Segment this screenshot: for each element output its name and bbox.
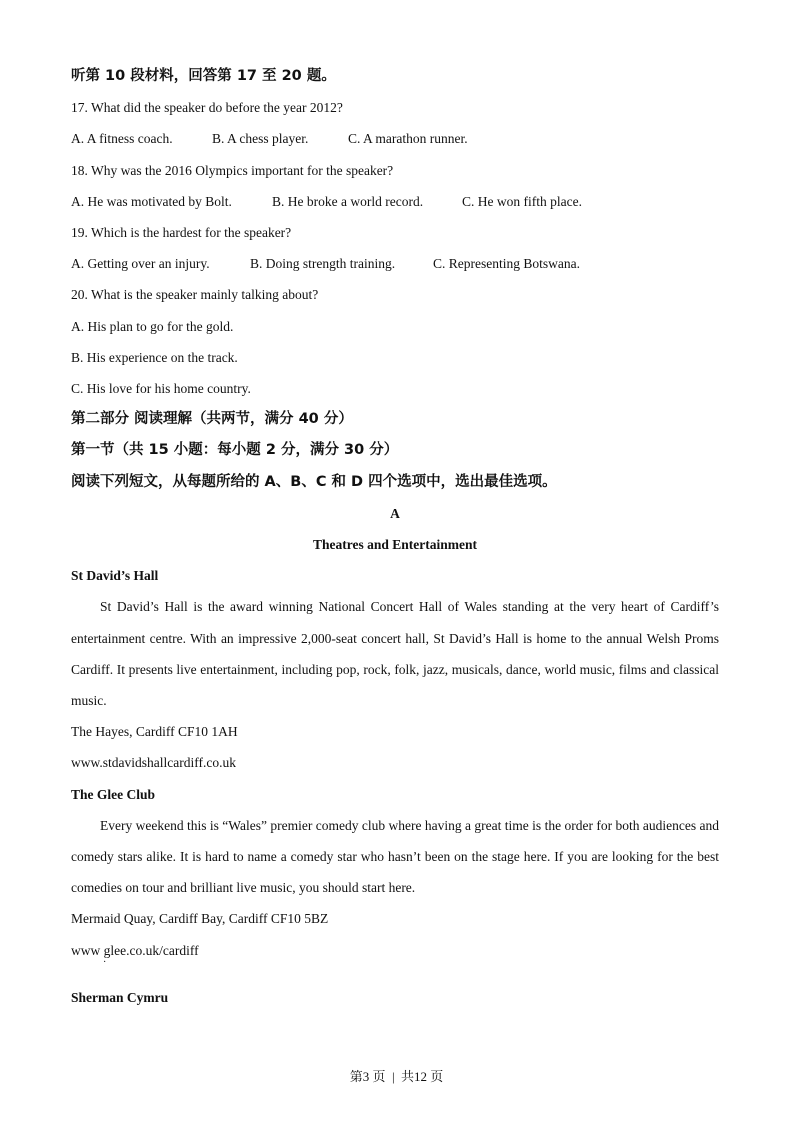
instructions: 阅读下列短文，从每题所给的 A、B、C 和 D 四个选项中，选出最佳选项。 [71,473,557,490]
venue-address: Mermaid Quay, Cardiff Bay, Cardiff CF10 5BZ [71,911,329,927]
section1-title: 第一节（共 15 小题：每小题 2 分，满分 30 分） [71,442,399,459]
question-17: 17. What did the speaker do before the year 2012? [71,100,343,116]
section-header: 听第 10 段材料，回答第 17 至 20 题。 [71,68,336,84]
part2-title: 第二部分 阅读理解（共两节，满分 40 分） [71,411,353,428]
option-a: A. His plan to go for the gold. [71,318,234,334]
venue-name: The Glee Club [71,786,156,802]
document-page [71,61,719,1013]
venue-name: St David’s Hall [71,568,159,584]
option-c: C. Representing Botswana. [433,256,580,272]
question-18: 18. Why was the 2016 Olympics important for the speaker? [71,162,394,178]
page-footer: 第3 页 | 共12 页 [349,1069,444,1084]
venue-website: www.stdavidshallcardiff.co.uk [71,755,236,771]
question-18-options [71,186,719,217]
option-c: C. His love for his home country. [71,381,251,397]
option-a: A. Getting over an injury. [71,256,210,272]
option-c: C. He won fifth place. [462,193,582,209]
option-a: A. A fitness coach. [71,131,173,147]
option-b: B. Doing strength training. [250,256,396,272]
option-b: B. A chess player. [212,131,309,147]
venue-description: St David’s Hall is the award winning National Concert Hall of Wales standing at the very heart of Cardiff’s entertainment centre. With an impressive 2,000-seat concert hall, St David’s Hall is home to the annual Welsh Proms Cardiff. It presents live entertainment, including pop, rock, folk, jazz, musicals, dance, world music, films and classical music. [71,599,719,709]
venue-address: The Hayes, Cardiff CF10 1AH [71,724,238,740]
passage-letter: A [390,505,400,521]
venue-description: Every weekend this is “Wales” premier comedy club where having a great time is the order for both audiences and comedy stars alike. It is hard to name a comedy star who hasn’t been on the stage here. If you are looking for the best comedies on tour and brilliant live music, you should start here. [71,817,719,896]
option-c: C. A marathon runner. [348,131,468,147]
option-b: B. His experience on the track. [71,349,238,365]
question-20: 20. What is the speaker mainly talking about? [71,287,319,303]
option-b: B. He broke a world record. [272,193,424,209]
venue-name: Sherman Cymru [71,989,169,1005]
question-19: 19. Which is the hardest for the speaker? [71,225,292,241]
question-17-options [71,123,719,154]
option-a: A. He was motivated by Bolt. [71,193,232,209]
venue-website: www glee.co.uk/cardiff [71,942,199,958]
stray-dot: · [103,956,107,968]
question-19-options [71,248,719,279]
passage-title: Theatres and Entertainment [313,537,477,553]
